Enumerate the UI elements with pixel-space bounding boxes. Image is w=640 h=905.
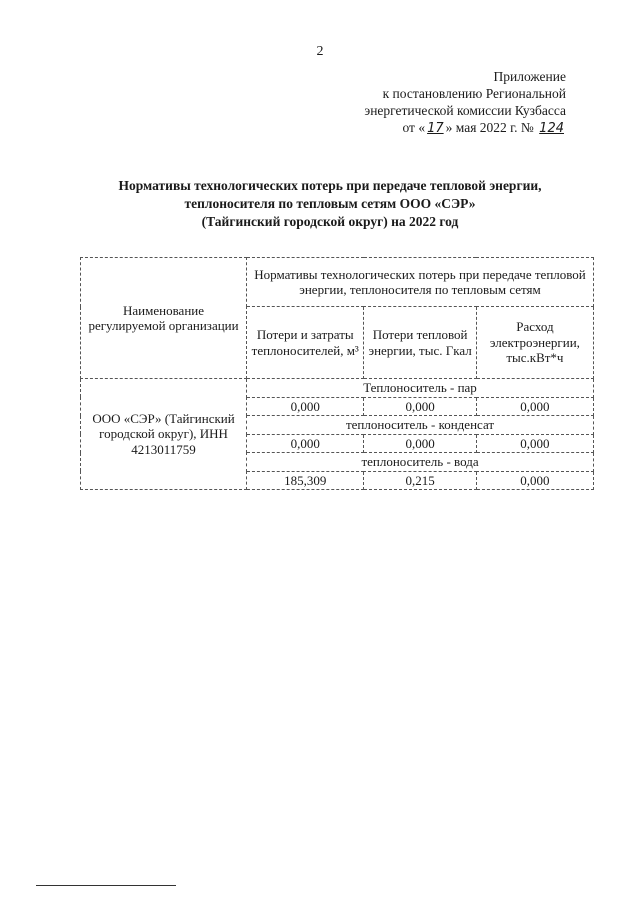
date-mid: » мая 2022 г. № <box>445 120 534 135</box>
section-label: теплоноситель - конденсат <box>247 416 594 435</box>
handwritten-doc-number: 124 <box>539 121 564 136</box>
cell-heat-losses: 0,000 <box>364 397 476 416</box>
header-row-1 <box>81 258 594 307</box>
header-norms-group: Нормативы технологических потерь при передаче тепловой энергии, теплоносителя по тепловым сетям <box>247 258 594 307</box>
footnote-separator-line <box>36 885 176 886</box>
header-organization: Наименование регулируемой организации <box>81 258 247 379</box>
cell-coolant-losses: 185,309 <box>247 471 364 490</box>
cell-coolant-losses: 0,000 <box>247 434 364 453</box>
organization-name: ООО «СЭР» (Тайгинский городской округ), ИНН 4213011759 <box>81 379 247 490</box>
title-line-1: Нормативы технологических потерь при передаче тепловой энергии, <box>118 178 542 193</box>
appendix-line-3: энергетической комиссии Кузбасса <box>364 103 566 118</box>
cell-heat-losses: 0,215 <box>364 471 476 490</box>
cell-coolant-losses: 0,000 <box>247 397 364 416</box>
cell-electricity: 0,000 <box>476 471 593 490</box>
header-heat-losses: Потери тепловой энергии, тыс. Гкал <box>364 307 476 379</box>
section-label-row <box>81 379 594 398</box>
document-title <box>60 177 600 231</box>
title-line-3: (Тайгинский городской округ) на 2022 год <box>201 214 459 229</box>
cell-electricity: 0,000 <box>476 397 593 416</box>
page-number: 2 <box>316 44 324 59</box>
cell-heat-losses: 0,000 <box>364 434 476 453</box>
appendix-line-2: к постановлению Региональной <box>382 86 566 101</box>
norms-table <box>80 257 594 490</box>
header-coolant-losses: Потери и затраты теплоносителей, м³ <box>247 307 364 379</box>
cell-electricity: 0,000 <box>476 434 593 453</box>
section-label: теплоноситель - вода <box>247 453 594 472</box>
section-label: Теплоноситель - пар <box>247 379 594 398</box>
handwritten-day: 17 <box>427 121 444 136</box>
date-prefix: от « <box>402 120 426 135</box>
header-electricity: Расход электроэнергии, тыс.кВт*ч <box>476 307 593 379</box>
appendix-line-1: Приложение <box>493 69 566 84</box>
appendix-date-line <box>306 119 566 137</box>
appendix-block <box>306 68 566 137</box>
title-line-2: теплоносителя по тепловым сетям ООО «СЭР» <box>184 196 476 211</box>
